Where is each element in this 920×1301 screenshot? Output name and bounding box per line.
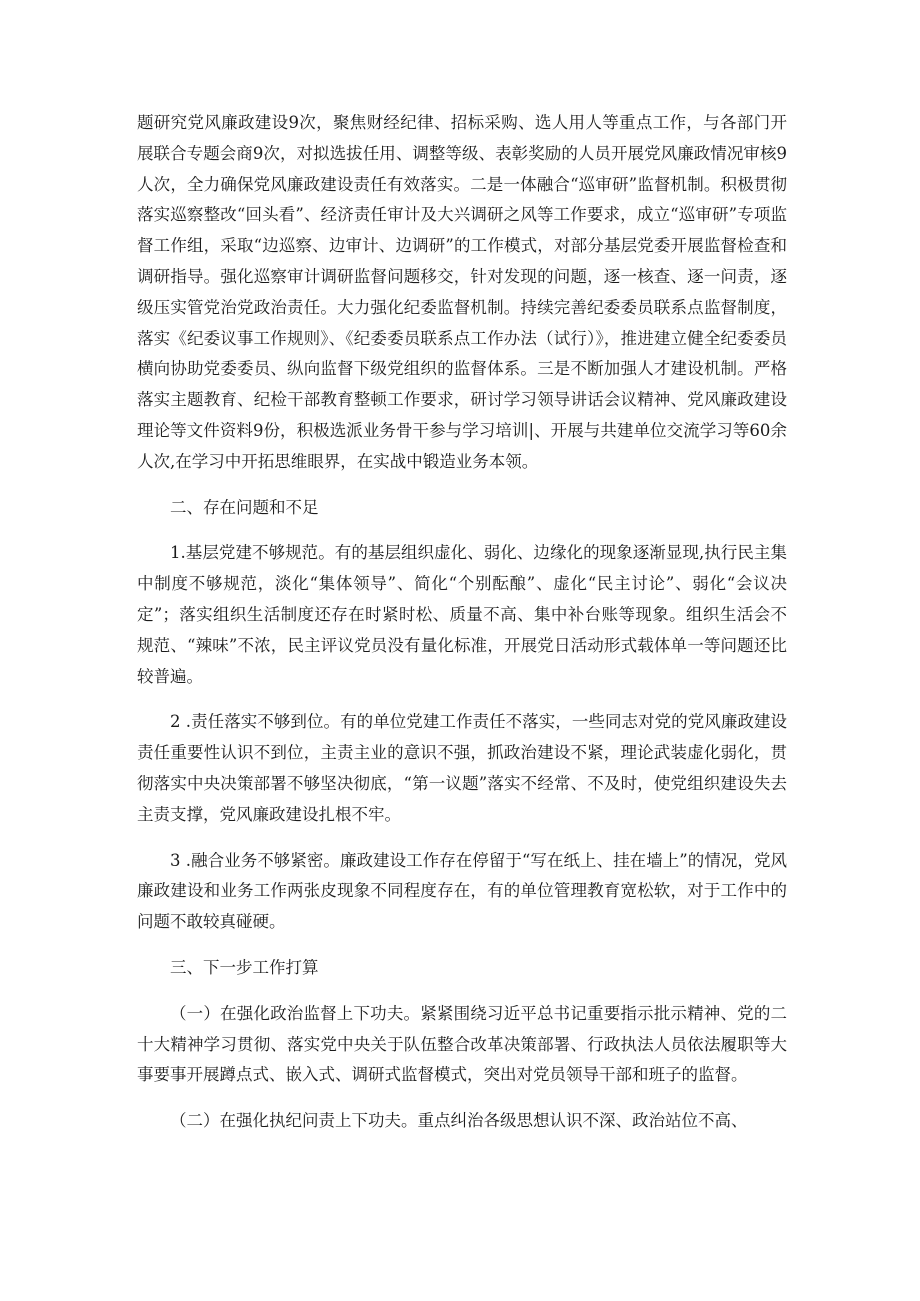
body-paragraph-problem-1: 1.基层党建不够规范。有的基层组织虚化、弱化、边缘化的现象逐渐显现,执行民主集中制度不够规范，淡化“集体领导”、简化“个别酝酿”、虚化“民主讨论”、弱化“会议决定”；落实组织生活制度还存在时紧时松、质量不高、集中补台账等现象。组织生活会不规范、“辣味”不浓，民主评议党员没有量化标准，开展党日活动形式载体单一等问题还比较普遍。 bbox=[137, 543, 787, 686]
section-heading-next-steps: 三、下一步工作打算 bbox=[170, 957, 319, 977]
body-paragraph-problem-2: 2 .责任落实不够到位。有的单位党建工作责任不落实，一些同志对党的党风廉政建设责任重要性认识不到位，主责主业的意识不强，抓政治建设不紧，理论武装虚化弱化，贯彻落实中央决策部署不够坚决彻底，“第一议题”落实不经常、不及时，使党组织建设失去主责支撑，党风廉政建设扎根不牢。 bbox=[137, 712, 787, 824]
body-paragraph-problem-3: 3 .融合业务不够紧密。廉政建设工作存在停留于“写在纸上、挂在墙上”的情况，党风廉政建设和业务工作两张皮现象不同程度存在，有的单位管理教育宽松软，对于工作中的问题不敢较真碰硬。 bbox=[137, 850, 787, 932]
body-paragraph-next-step-2: （二）在强化执纪问责上下功夫。重点纠治各级思想认识不深、政治站位不高、 bbox=[170, 1111, 748, 1131]
body-paragraph-next-step-1: （一）在强化政治监督上下功夫。紧紧围绕习近平总书记重要指示批示精神、党的二十大精神学习贯彻、落实党中央关于队伍整合改革决策部署、行政执法人员依法履职等大事要事开展蹲点式、嵌入式、调研式监督模式，突出对党员领导干部和班子的监督。 bbox=[137, 1003, 787, 1085]
document-page bbox=[137, 108, 787, 1137]
section-heading-problems: 二、存在问题和不足 bbox=[170, 497, 319, 517]
body-paragraph-work-mechanisms: 题研究党风廉政建设9次，聚焦财经纪律、招标采购、选人用人等重点工作，与各部门开展联合专题会商9次，对拟选拔任用、调整等级、表彰奖励的人员开展党风廉政情况审核9人次，全力确保党风廉政建设责任有效落实。二是一体融合“巡审研”监督机制。积极贯彻落实巡察整改“回头看”、经济责任审计及大兴调研之风等工作要求，成立“巡审研”专项监督工作组，采取“边巡察、边审计、边调研”的工作模式，对部分基层党委开展监督检查和调研指导。强化巡察审计调研监督问题移交，针对发现的问题，逐一核查、逐一问责，逐级压实管党治党政治责任。大力强化纪委监督机制。持续完善纪委委员联系点监督制度，落实《纪委议事工作规则》、《纪委委员联系点工作办法（试行）》，推进建立健全纪委委员横向协助党委委员、纵向监督下级党组织的监督体系。三是不断加强人才建设机制。严格落实主题教育、纪检干部教育整顿工作要求，研讨学习领导讲话会议精神、党风廉政建设理论等文件资料9份，积极选派业务骨干参与学习培训|、开展与共建单位交流学习等60余人次,在学习中开拓思维眼界，在实战中锻造业务本领。 bbox=[137, 113, 787, 471]
